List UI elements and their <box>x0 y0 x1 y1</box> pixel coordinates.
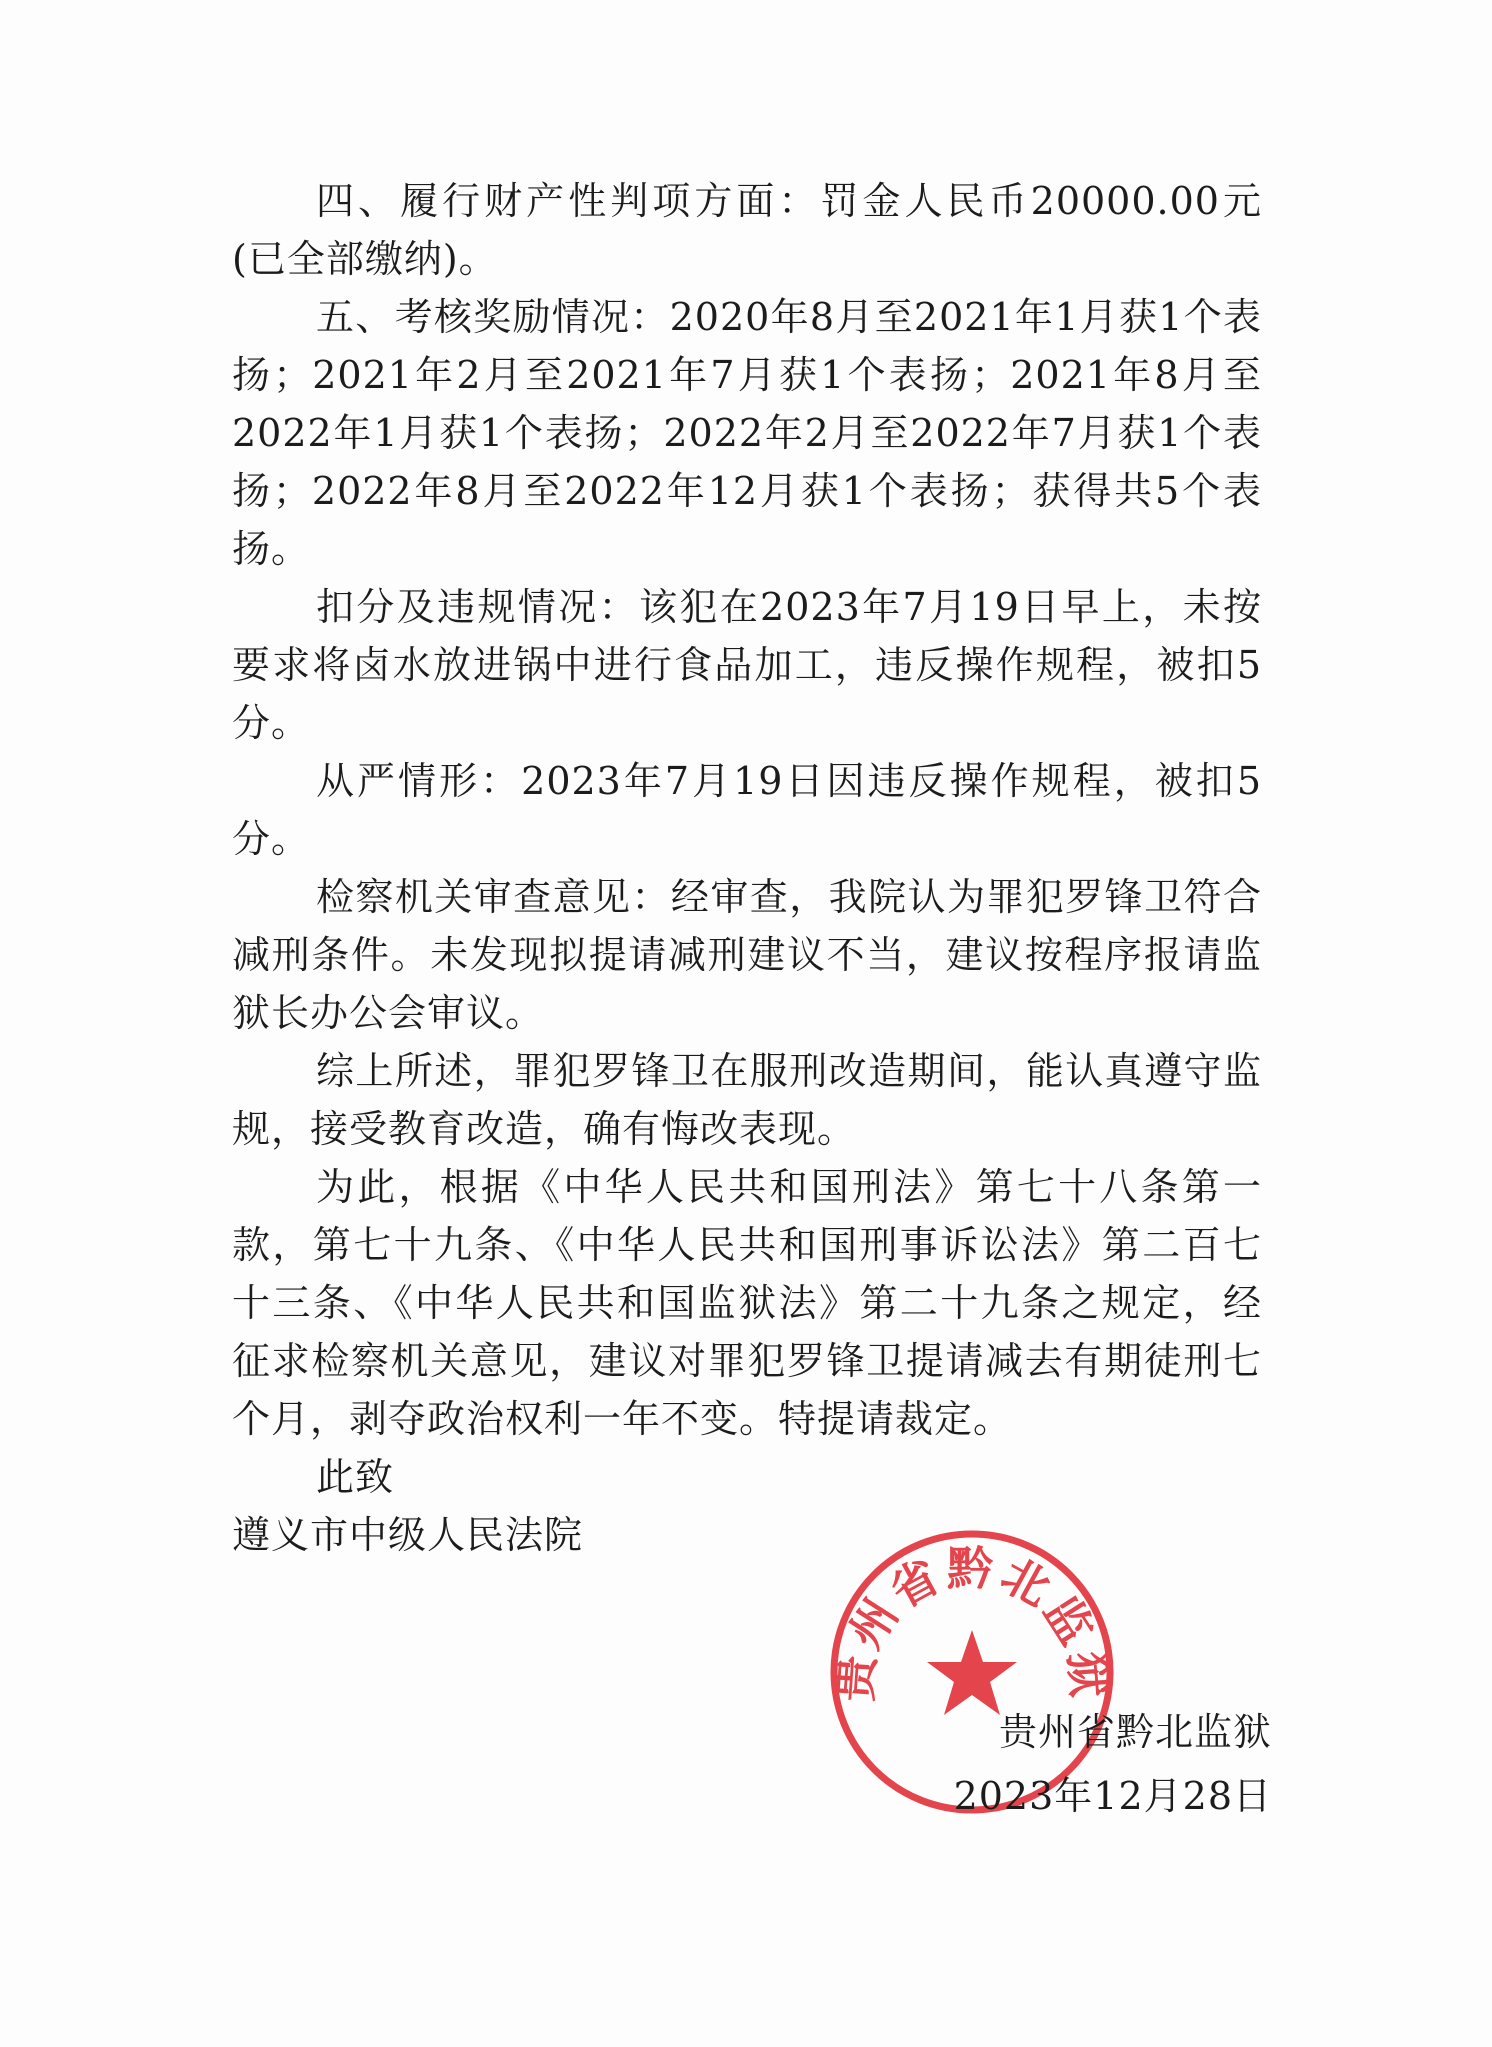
signature-date: 2023年12月28日 <box>953 1774 1272 1818</box>
signature-block <box>852 1700 1272 1828</box>
paragraph-property-judgment: 四、履行财产性判项方面：罚金人民币20000.00元(已全部缴纳)。 <box>232 179 1262 281</box>
paragraph-recommendation: 为此，根据《中华人民共和国刑法》第七十八条第一款，第七十九条、《中华人民共和国刑事诉讼法》第二百七十三条、《中华人民共和国监狱法》第二十九条之规定，经征求检察机关意见，建议对罪犯罗锋卫提请减去有期徒刑七个月，剥夺政治权利一年不变。特提请裁定。 <box>232 1165 1262 1441</box>
paragraph-summary: 综上所述，罪犯罗锋卫在服刑改造期间，能认真遵守监规，接受教育改造，确有悔改表现。 <box>232 1049 1262 1151</box>
recipient: 遵义市中级人民法院 <box>232 1513 584 1557</box>
signature-organization: 贵州省黔北监狱 <box>998 1710 1272 1754</box>
paragraph-rewards: 五、考核奖励情况：2020年8月至2021年1月获1个表扬；2021年2月至2021年7月获1个表扬；2021年8月至2022年1月获1个表扬；2022年2月至2022年7月获1个表扬；2022年8月至2022年12月获1个表扬；获得共5个表扬。 <box>232 295 1262 571</box>
svg-text:贵州省黔北监狱: 贵州省黔北监狱 <box>827 1541 1117 1704</box>
paragraph-aggravating: 从严情形：2023年7月19日因违反操作规程，被扣5分。 <box>232 759 1262 861</box>
document-body <box>232 172 1262 1564</box>
closing-salutation: 此致 <box>316 1455 395 1499</box>
paragraph-procuratorate-opinion: 检察机关审查意见：经审查，我院认为罪犯罗锋卫符合减刑条件。未发现拟提请减刑建议不当，建议按程序报请监狱长办公会审议。 <box>232 875 1262 1035</box>
paragraph-deductions: 扣分及违规情况：该犯在2023年7月19日早上，未按要求将卤水放进锅中进行食品加工，违反操作规程，被扣5分。 <box>232 585 1262 745</box>
